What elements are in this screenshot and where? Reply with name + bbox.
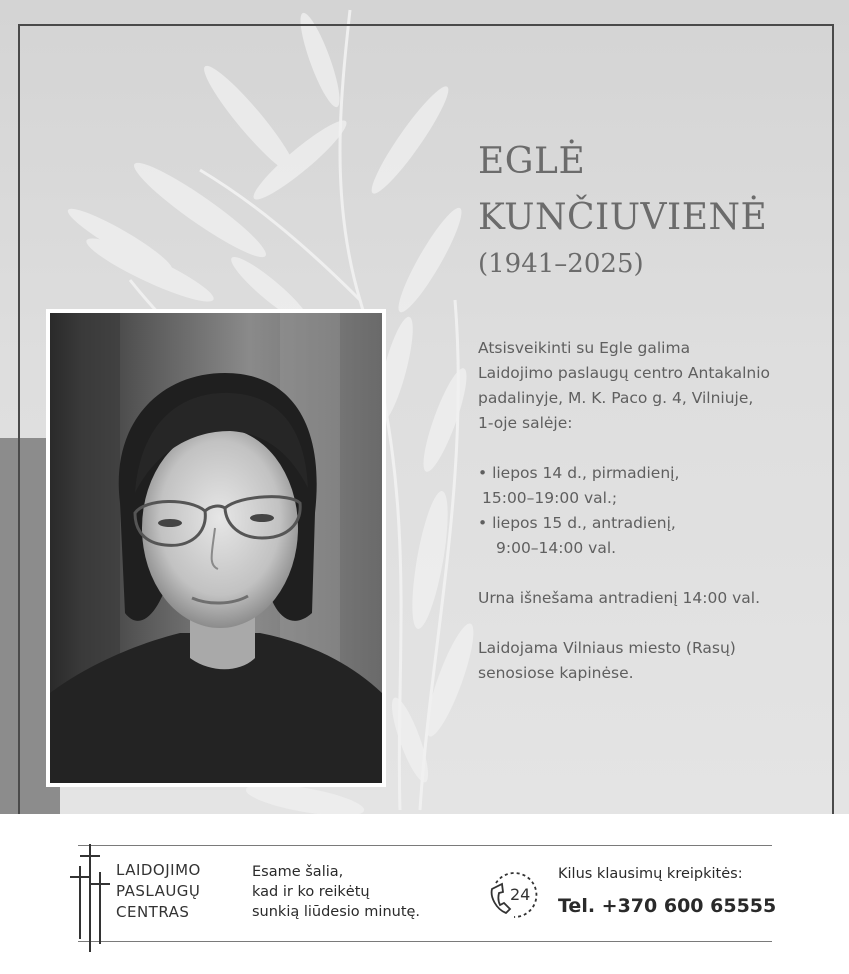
tagline-line: sunkią liūdesio minutę. bbox=[252, 904, 421, 920]
deceased-name bbox=[478, 134, 767, 246]
ceremony-details bbox=[478, 336, 818, 686]
intro-line: padalinyje, M. K. Paco g. 4, Vilniuje, bbox=[478, 389, 754, 407]
company-logo-text bbox=[116, 860, 201, 923]
name-last: KUNČIUVIENĖ bbox=[478, 197, 768, 238]
urn-note: Urna išnešama antradienį 14:00 val. bbox=[478, 589, 761, 607]
footer-divider-top bbox=[78, 845, 772, 846]
logo-line: PASLAUGŲ bbox=[116, 882, 201, 900]
footer-divider-bottom bbox=[78, 941, 772, 942]
footer-tagline bbox=[252, 862, 420, 922]
name-first: EGLĖ bbox=[478, 141, 586, 182]
contact-phone[interactable]: Tel. +370 600 65555 bbox=[558, 895, 777, 917]
intro-line: Laidojimo paslaugų centro Antakalnio bbox=[478, 364, 771, 382]
tagline-line: Esame šalia, bbox=[252, 864, 344, 880]
intro-line: 1-oje salėje: bbox=[478, 414, 573, 432]
schedule-day: • liepos 15 d., antradienį, bbox=[478, 514, 676, 532]
life-years: (1941–2025) bbox=[478, 249, 644, 279]
schedule-time: 15:00–19:00 val.; bbox=[482, 489, 618, 507]
phone-24h-icon bbox=[486, 867, 542, 923]
schedule-time: 9:00–14:00 val. bbox=[496, 539, 617, 557]
logo-line: LAIDOJIMO bbox=[116, 861, 201, 879]
tagline-line: kad ir ko reikėtų bbox=[252, 884, 370, 900]
contact-label: Kilus klausimų kreipkitės: bbox=[558, 866, 743, 882]
portrait-image bbox=[50, 313, 382, 783]
intro-line: Atsisveikinti su Egle galima bbox=[478, 339, 691, 357]
triple-cross-icon bbox=[68, 844, 112, 952]
schedule-day: • liepos 14 d., pirmadienį, bbox=[478, 464, 680, 482]
phone-icon-label: 24 bbox=[510, 885, 531, 904]
burial-line: senosiose kapinėse. bbox=[478, 664, 634, 682]
logo-line: CENTRAS bbox=[116, 903, 190, 921]
portrait-photo bbox=[46, 309, 386, 787]
burial-line: Laidojama Vilniaus miesto (Rasų) bbox=[478, 639, 736, 657]
